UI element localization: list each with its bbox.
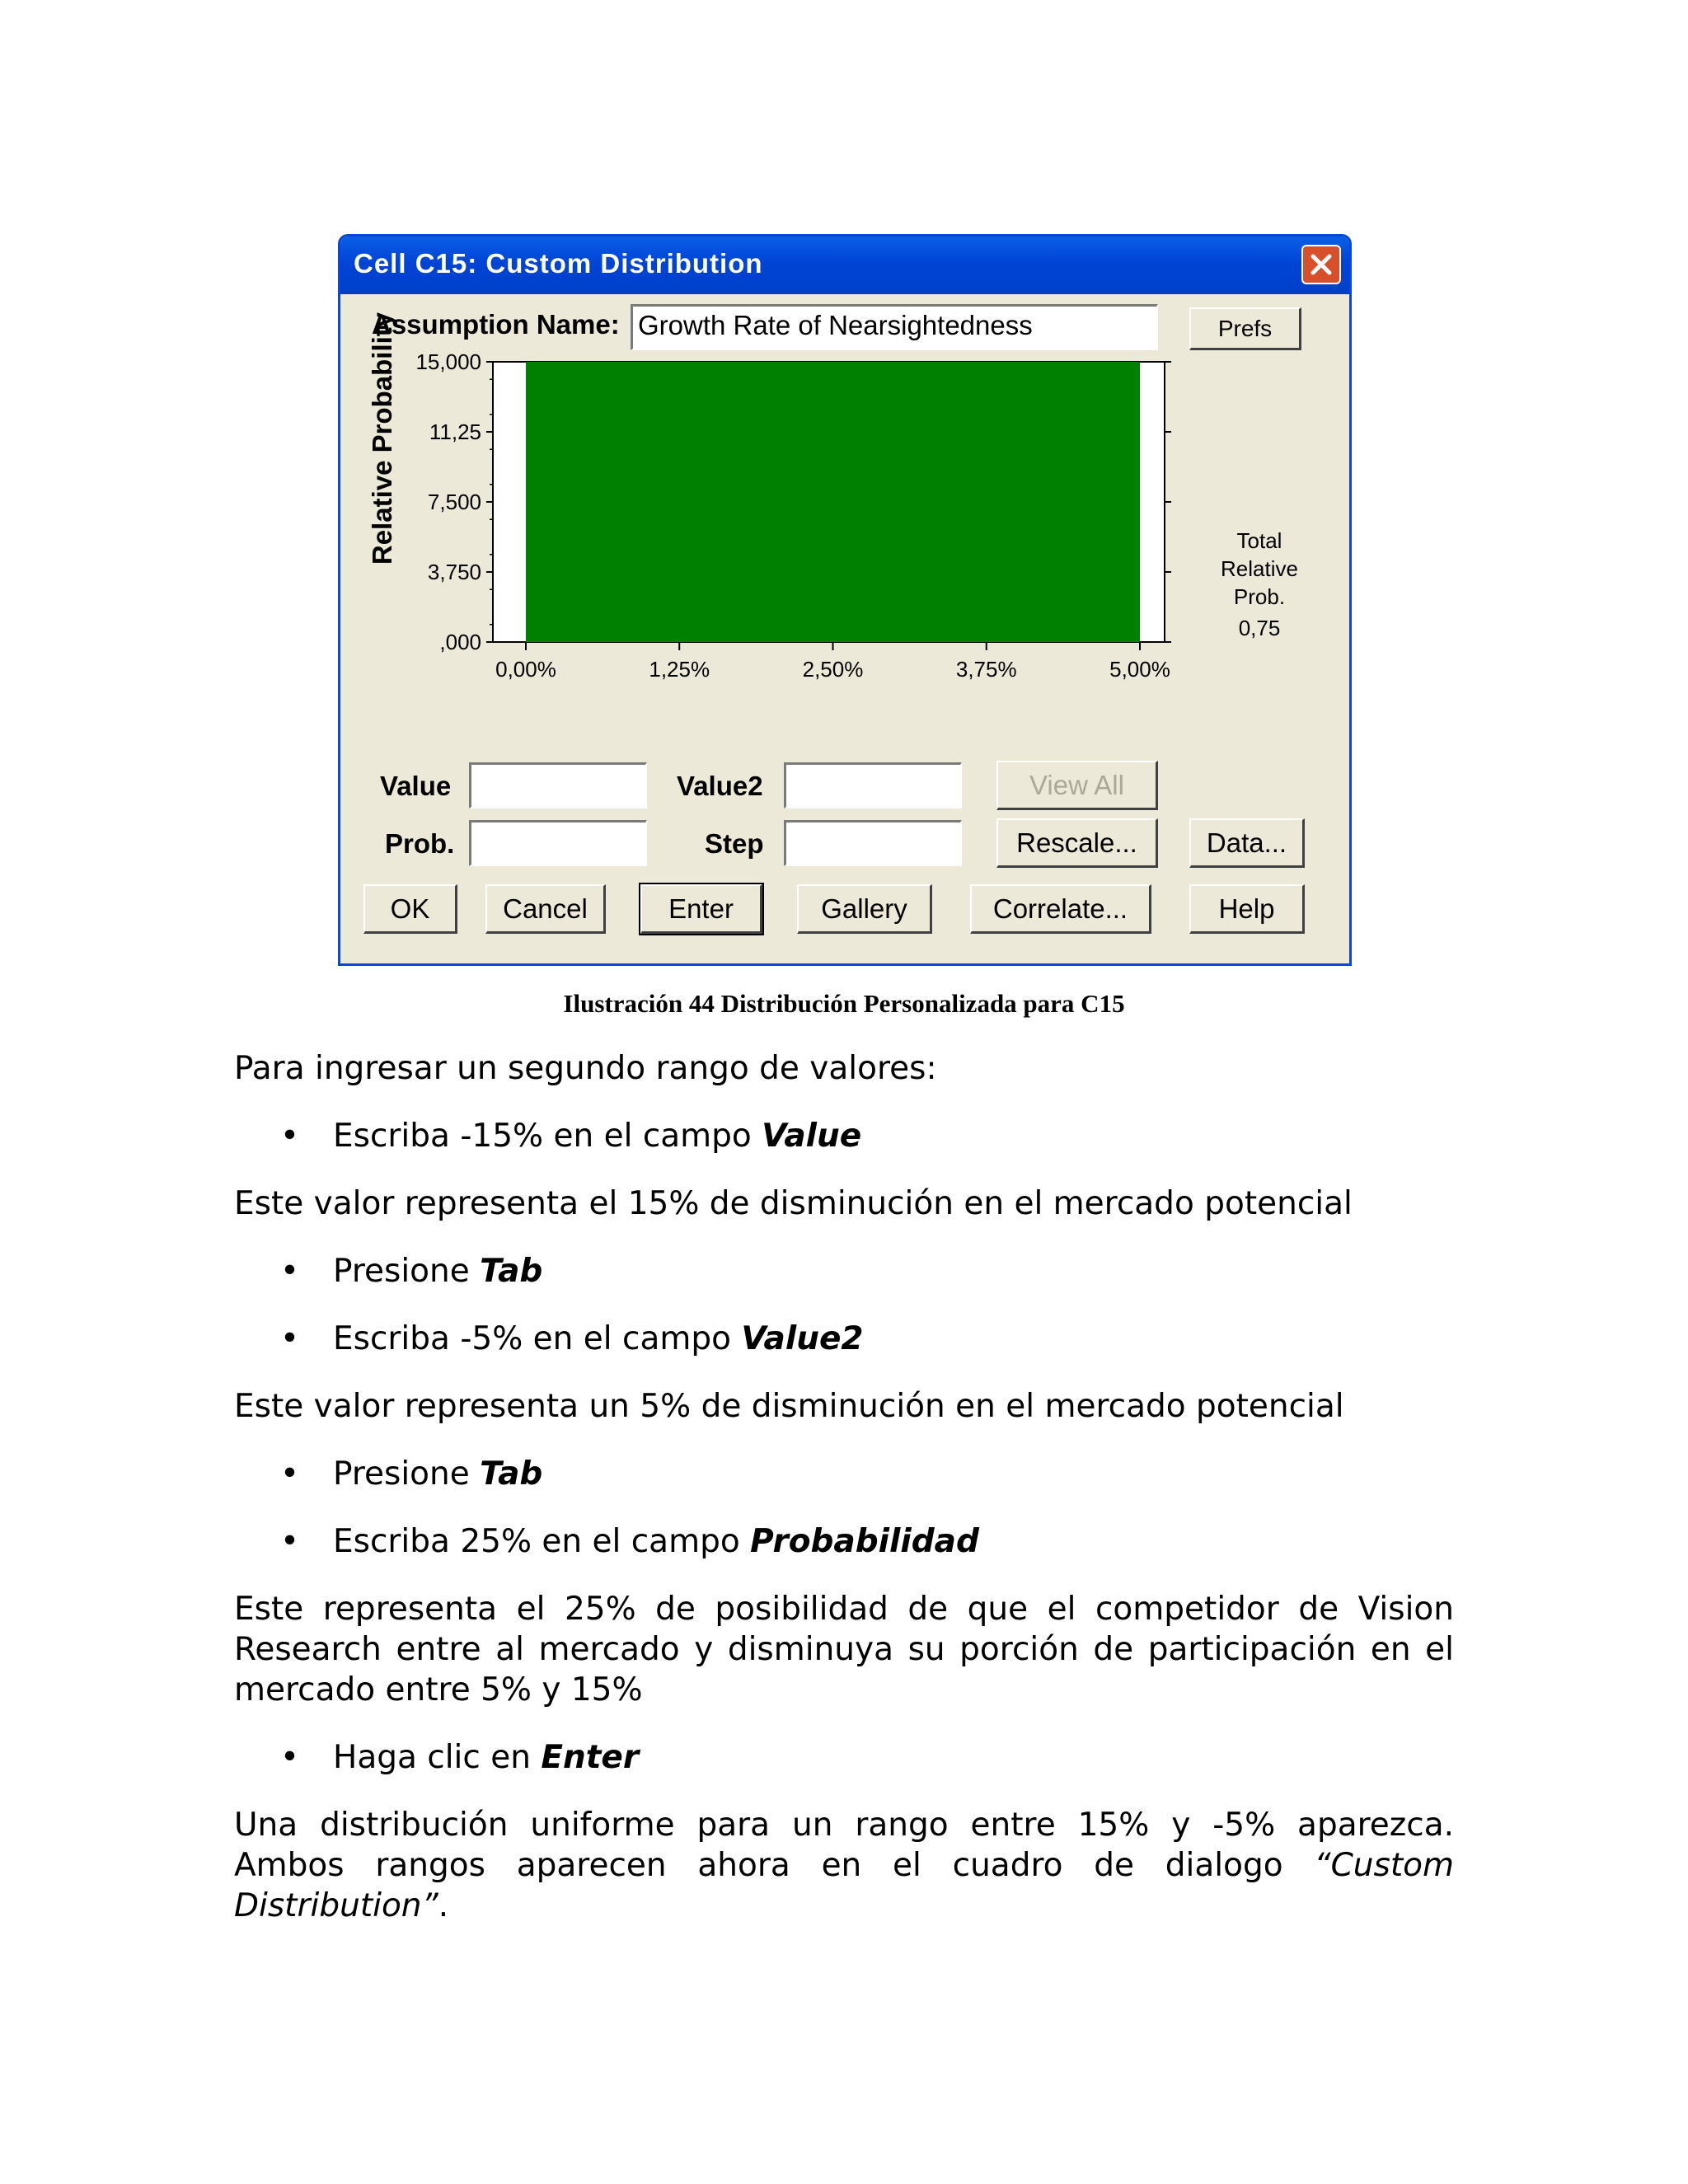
gallery-button[interactable]: Gallery [797,884,932,934]
bullet-text: Escriba -15% en el campo [333,1118,762,1155]
enter-button[interactable]: Enter [640,884,762,934]
paragraph-5-italic: “Custom Distribution” [234,1847,1454,1924]
total-value: 0,75 [1238,616,1281,640]
ok-button[interactable]: OK [363,884,457,934]
bullet-icon: • [280,1118,300,1155]
assumption-name-label: Assumption Name: [372,309,620,340]
value-input[interactable] [469,762,647,808]
bullet-icon: • [280,1320,300,1357]
bullet-emphasis: Value2 [741,1320,864,1357]
prefs-button[interactable]: Prefs [1189,307,1301,350]
total-label-line3: Prob. [1233,584,1286,609]
step-input[interactable] [784,820,962,866]
bullet-emphasis: Tab [480,1455,543,1493]
bullet-emphasis: Value [762,1118,862,1155]
custom-distribution-dialog [338,234,1352,966]
x-tick-label-3: 3,75% [955,657,1017,682]
assumption-name-input[interactable]: Growth Rate of Nearsightedness [631,304,1158,350]
x-tick-label-1: 1,25% [649,657,710,682]
value-label: Value [380,771,452,801]
total-label-line1: Total [1236,528,1282,553]
x-tick-label-0: 0,00% [495,657,556,682]
x-tick-label-2: 2,50% [802,657,864,682]
y-tick-label-0: 15,000 [415,349,481,374]
dialog-title: Cell C15: Custom Distribution [354,248,763,279]
bullet-text: Escriba -5% en el campo [333,1320,742,1357]
y-tick-label-1: 11,25 [429,419,481,444]
bullet-icon: • [280,1523,300,1560]
paragraph-intro: Para ingresar un segundo rango de valores: [234,1050,937,1087]
value2-label: Value2 [677,771,763,801]
paragraph-5-end: . [438,1887,449,1924]
bullet-text: Escriba 25% en el campo [333,1523,751,1560]
y-tick-label-2: 7,500 [427,490,481,514]
y-tick-label-4: ,000 [439,630,481,654]
bullet-emphasis: Enter [541,1739,640,1776]
x-tick-label-4: 5,00% [1109,657,1170,682]
view-all-label: View All [1029,769,1124,800]
distribution-bar-0 [526,362,1140,642]
total-relative-prob [1189,527,1329,642]
total-label-line2: Relative [1221,556,1298,581]
paragraph-5-text: Una distribución uniforme para un rango entre 15% y -5% aparezca. Ambos rangos aparecen ahora en el cuadro de dialogo [234,1807,1454,1884]
y-axis-label: Relative Probability [367,312,397,565]
view-all-button[interactable] [996,761,1158,810]
rescale-button[interactable]: Rescale... [996,818,1158,868]
bullet-icon: • [280,1253,300,1290]
correlate-button[interactable]: Correlate... [970,884,1151,934]
bullet-text: Haga clic en [333,1739,542,1776]
data-button[interactable]: Data... [1189,818,1305,868]
paragraph-4: Este representa el 25% de posibilidad de que el competidor de Vision Research entre al mercado y disminuya su porción de participación en el mercado entre 5% y 15% [234,1591,1454,1708]
cancel-button[interactable]: Cancel [485,884,606,934]
prob-label: Prob. [385,828,455,859]
bullet-icon: • [280,1455,300,1493]
prob-input[interactable] [469,820,647,866]
bullet-text: Presione [333,1455,481,1493]
figure-caption: Ilustración 44 Distribución Personalizada para C15 [563,989,1125,1018]
help-button[interactable]: Help [1189,884,1305,934]
paragraph-5 [234,1805,1454,1926]
paragraph-2: Este valor representa el 15% de disminución en el mercado potencial [234,1185,1353,1222]
bullet-emphasis: Probabilidad [750,1523,979,1560]
value2-input[interactable] [784,762,962,808]
paragraph-3: Este valor representa un 5% de disminución en el mercado potencial [234,1388,1344,1425]
bullet-emphasis: Tab [480,1253,543,1290]
bullet-text: Presione [333,1253,481,1290]
y-tick-label-3: 3,750 [427,560,481,584]
bullet-icon: • [280,1739,300,1776]
step-label: Step [705,828,764,859]
